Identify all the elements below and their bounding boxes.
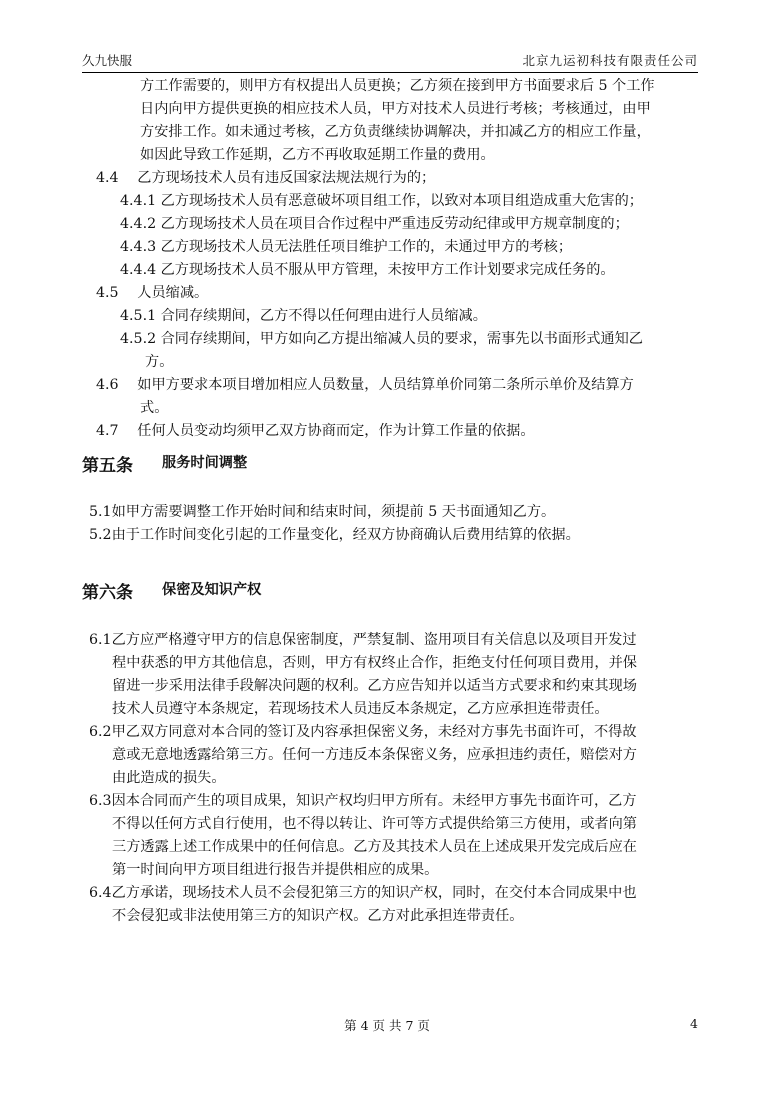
text-line: 4.4 乙方现场技术人员有违反国家法规法规行为的； — [96, 170, 436, 186]
text-line: 4.4.1 乙方现场技术人员有恶意破坏项目组工作，以致对本项目组造成重大危害的； — [120, 193, 643, 209]
text-line: 三方透露上述工作成果中的任何信息。乙方及其技术人员在上述成果开发完成后应在 — [112, 839, 637, 855]
text-line: 4.6 如甲方要求本项目增加相应人员数量，人员结算单价同第二条所示单价及结算方 — [96, 377, 634, 393]
section-number: 第六条 — [82, 583, 133, 603]
page-footer-number: 4 — [690, 1016, 698, 1031]
text-line: 4.5.1 合同存续期间，乙方不得以任何理由进行人员缩减。 — [120, 308, 487, 324]
text-line: 4.4.4 乙方现场技术人员不服从甲方管理，未按甲方工作计划要求完成任务的。 — [120, 262, 615, 278]
text-line: 4.7 任何人员变动均须甲乙双方协商而定，作为计算工作量的依据。 — [96, 423, 535, 439]
section-title: 保密及知识产权 — [162, 582, 262, 598]
section-heading — [82, 451, 248, 476]
text-line: 式。 — [140, 400, 169, 416]
text-line: 由此造成的损失。 — [112, 770, 226, 786]
page-footer-pager: 第 4 页 共 7 页 — [344, 1018, 430, 1033]
text-line: 5.2由于工作时间变化引起的工作量变化，经双方协商确认后费用结算的依据。 — [89, 527, 580, 543]
text-line: 6.2甲乙双方同意对本合同的签订及内容承担保密义务，未经对方事先书面许可，不得故 — [89, 724, 637, 740]
text-line: 4.5.2 合同存续期间，甲方如向乙方提出缩减人员的要求，需事先以书面形式通知乙 — [120, 331, 643, 347]
text-line: 6.4乙方承诺，现场技术人员不会侵犯第三方的知识产权，同时，在交付本合同成果中也 — [89, 885, 637, 901]
text-line: 4.5 人员缩减。 — [96, 285, 209, 301]
text-line: 不会侵犯或非法使用第三方的知识产权。乙方对此承担连带责任。 — [112, 908, 524, 924]
text-line: 技术人员遵守本条规定，若现场技术人员违反本条规定，乙方应承担连带责任。 — [112, 701, 609, 717]
text-line: 日内向甲方提供更换的相应技术人员，甲方对技术人员进行考核；考核通过，由甲 — [140, 101, 651, 117]
text-line: 方工作需要的，则甲方有权提出人员更换；乙方须在接到甲方书面要求后 5 个工作 — [140, 78, 655, 94]
section-title: 服务时间调整 — [162, 455, 248, 471]
text-line: 留进一步采用法律手段解决问题的权利。乙方应告知并以适当方式要求和约束其现场 — [112, 678, 637, 694]
text-line: 如因此导致工作延期，乙方不再收取延期工作量的费用。 — [140, 147, 495, 163]
header-left-text: 久九快服 — [82, 53, 133, 68]
text-line: 程中获悉的甲方其他信息，否则，甲方有权终止合作，拒绝支付任何项目费用，并保 — [112, 655, 637, 671]
text-line: 4.4.3 乙方现场技术人员无法胜任项目维护工作的，未通过甲方的考核； — [120, 239, 573, 255]
text-line: 方安排工作。如未通过考核，乙方负责继续协调解决，并扣减乙方的相应工作量， — [140, 124, 651, 140]
section-heading — [82, 578, 262, 603]
text-line: 第一时间向甲方项目组进行报告并提供相应的成果。 — [112, 862, 439, 878]
text-line: 6.3因本合同而产生的项目成果，知识产权均归甲方所有。未经甲方事先书面许可，乙方 — [89, 793, 637, 809]
text-line: 6.1乙方应严格遵守甲方的信息保密制度，严禁复制、盗用项目有关信息以及项目开发过 — [89, 632, 637, 648]
text-line: 4.4.2 乙方现场技术人员在项目合作过程中严重违反劳动纪律或甲方规章制度的； — [120, 216, 629, 232]
section-number: 第五条 — [82, 456, 133, 476]
text-line: 方。 — [145, 354, 174, 370]
text-line: 5.1如甲方需要调整工作开始时间和结束时间，须提前 5 天书面通知乙方。 — [89, 504, 556, 520]
header-company-name: 北京九运初科技有限责任公司 — [522, 53, 698, 68]
text-line: 意或无意地透露给第三方。任何一方违反本条保密义务，应承担违约责任，赔偿对方 — [112, 747, 637, 763]
page-header — [82, 52, 698, 73]
text-line: 不得以任何方式自行使用，也不得以转让、许可等方式提供给第三方使用，或者向第 — [112, 816, 637, 832]
